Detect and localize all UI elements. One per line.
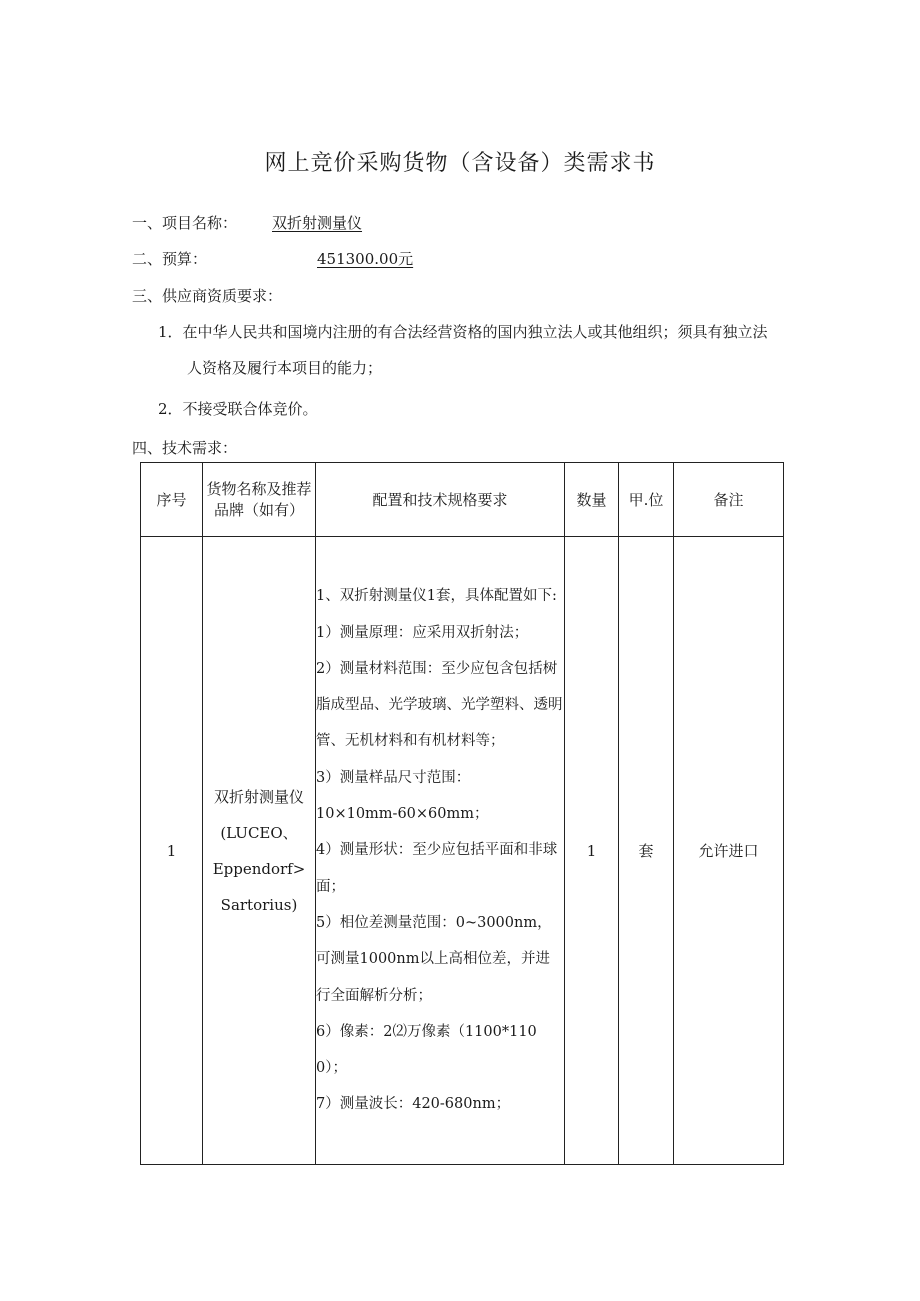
spec-item: 1、双折射测量仪1套，具体配置如下: [316,588,557,605]
spec-item: 3）测量样品尺寸范围： [316,769,471,786]
spec-item: 1）测量原理：应采用双折射法； [316,624,529,641]
header-qty: 数量 [565,463,619,537]
goods-brand-3: Sartorius) [220,895,298,914]
budget-value: 451300.00元 [317,250,414,268]
goods-brand-1: (LUCEO、 [220,823,298,842]
spec-item: 4）测量形状：至少应包括平面和非球面； [316,842,558,895]
spec-item: 2）测量材料范围：至少应包含包括树脂成型品、光学玻璃、光学塑料、透明管、无机材料和有机材料等； [316,660,563,750]
spec-item: 5）相位差测量范围：0~3000nm，可测量1000nm以上高相位差，并进行全面解析分析； [316,914,552,1004]
goods-brand-2: Eppendorf> [212,859,306,878]
header-goods-name-line1: 货物名称及推荐 [206,479,312,498]
tech-heading: 四、技术需求： [132,439,238,457]
qualification-item-1: 1．在中华人民共和国境内注册的有合法经营资格的国内独立法人或其他组织；须具有独立法 [158,323,768,341]
header-remark: 备注 [674,463,784,537]
table-row [141,537,784,1165]
budget-label: 二、预算： [132,250,208,268]
row-goods-name [203,537,316,1165]
header-spec: 配置和技术规格要求 [316,463,565,537]
spec-list [316,578,564,1122]
spec-item: 10×10mm-60×60mm； [316,806,489,823]
row-remark: 允许进口 [674,537,784,1165]
project-name-label: 一、项目名称： [132,214,238,232]
spec-item: 7）测量波长：420-680nm； [316,1096,511,1113]
header-unit: 甲.位 [619,463,674,537]
table-header-row [141,463,784,537]
qualification-item-1-cont: 人资格及履行本项目的能力； [187,359,383,377]
project-name-line [132,212,237,233]
header-no: 序号 [141,463,203,537]
row-qty: 1 [565,537,619,1165]
spec-item: 6）像素：2⑵万像素（1100*1100）； [316,1023,537,1077]
goods-name: 双折射测量仪 [213,787,304,806]
document-title: 网上竞价采购货物（含设备）类需求书 [264,151,656,176]
project-name-value: 双折射测量仪 [272,214,363,232]
qualification-heading: 三、供应商资质要求： [132,287,283,305]
row-spec [316,537,565,1165]
header-goods-name [203,463,316,537]
header-goods-name-line2: 品牌（如有） [213,500,304,519]
row-unit: 套 [619,537,674,1165]
requirements-table [140,462,784,1165]
qualification-item-2: 2．不接受联合体竞价。 [158,400,318,418]
row-no: 1 [141,537,203,1165]
